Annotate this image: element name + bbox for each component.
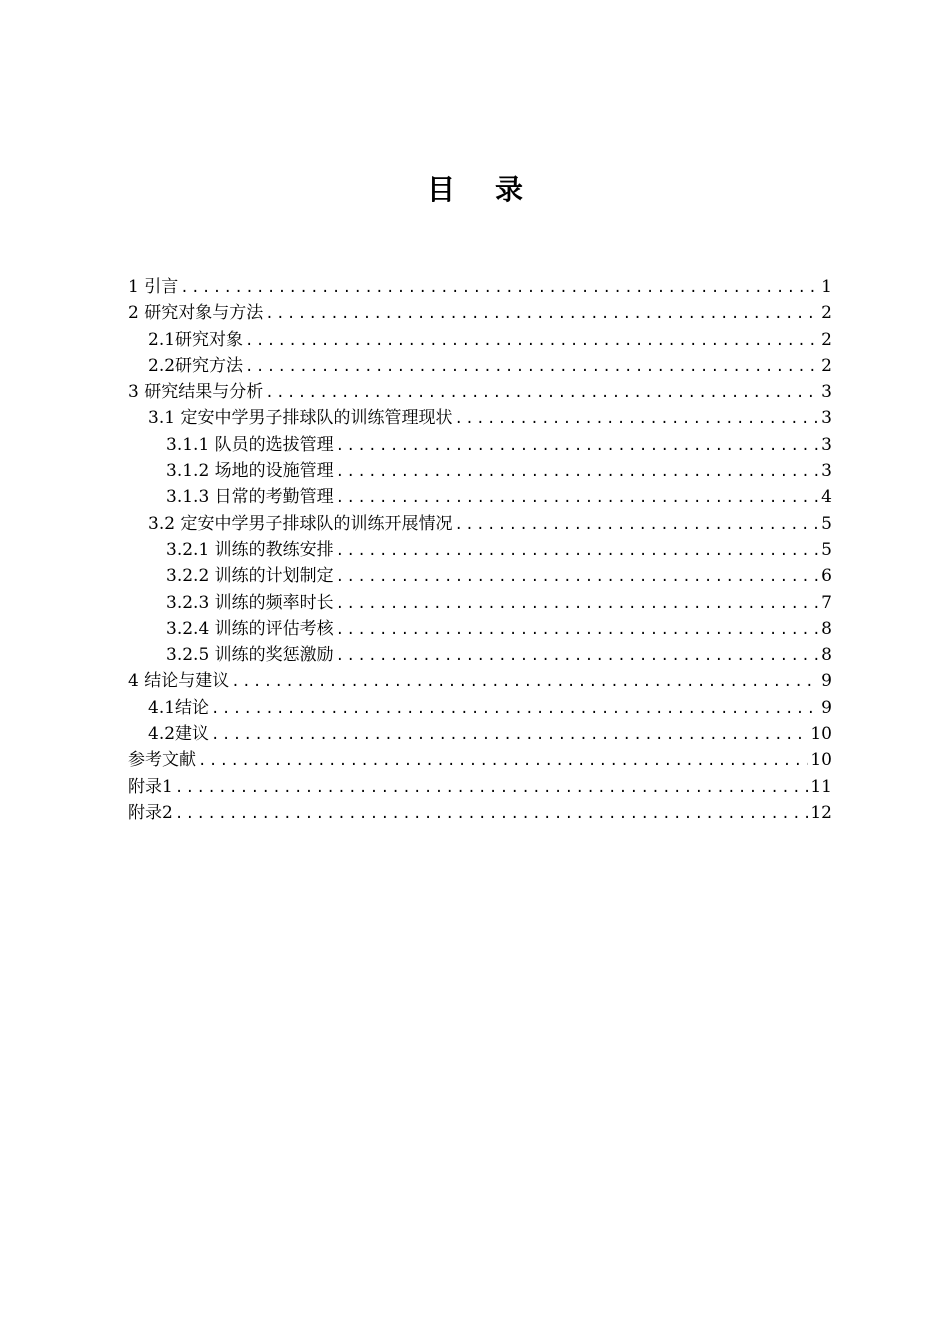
toc-entry-label: 4.2建议 bbox=[148, 724, 210, 745]
toc-dot-leader bbox=[336, 643, 820, 669]
toc-entry-label: 2.2研究方法 bbox=[148, 355, 244, 376]
toc-title: 目录 bbox=[426, 173, 563, 206]
toc-entry-page-number: 11 bbox=[810, 776, 832, 797]
toc-entry-page-number: 8 bbox=[821, 645, 832, 666]
toc-dot-leader bbox=[336, 459, 820, 485]
toc-entry[interactable] bbox=[128, 405, 832, 431]
toc-entry-page-number: 1 bbox=[821, 277, 832, 297]
toc-dot-leader bbox=[265, 380, 819, 406]
toc-entry-label: 参考文献 bbox=[128, 750, 196, 771]
toc-entry[interactable] bbox=[128, 537, 832, 563]
toc-entry-label: 3.1 定安中学男子排球队的训练管理现状 bbox=[148, 408, 453, 429]
toc-dot-leader bbox=[231, 669, 819, 695]
toc-entry-label: 4.1结论 bbox=[148, 697, 210, 718]
toc-dot-leader bbox=[198, 748, 808, 774]
toc-entry[interactable] bbox=[128, 274, 832, 300]
toc-dot-leader bbox=[265, 301, 819, 327]
toc-entry-page-number: 8 bbox=[821, 618, 832, 639]
toc-entry[interactable] bbox=[128, 484, 832, 510]
toc-dot-leader bbox=[336, 617, 820, 643]
toc-dot-leader bbox=[245, 354, 819, 380]
toc-entry-label: 2 研究对象与方法 bbox=[128, 303, 264, 324]
toc-entry[interactable] bbox=[128, 432, 832, 458]
toc-entry[interactable] bbox=[128, 774, 832, 800]
toc-entry-label: 3.2.4 训练的评估考核 bbox=[166, 618, 334, 639]
toc-entry-page-number: 7 bbox=[821, 592, 832, 613]
toc-entry[interactable] bbox=[128, 695, 832, 721]
toc-entry-label: 附录2 bbox=[128, 802, 173, 823]
toc-entry[interactable] bbox=[128, 379, 832, 405]
toc-entry[interactable] bbox=[128, 721, 832, 747]
toc-dot-leader bbox=[180, 275, 819, 301]
toc-entry-label: 3.1.1 队员的选拔管理 bbox=[166, 434, 334, 455]
toc-dot-leader bbox=[211, 696, 819, 722]
toc-entry[interactable] bbox=[128, 642, 832, 668]
toc-entry-label: 2.1研究对象 bbox=[148, 329, 244, 350]
toc-entry[interactable] bbox=[128, 800, 832, 826]
toc-entry-page-number: 6 bbox=[821, 566, 832, 587]
toc-entry-label: 3.2 定安中学男子排球队的训练开展情况 bbox=[148, 513, 453, 534]
toc-entry-page-number: 4 bbox=[821, 487, 832, 508]
toc-entry-page-number: 5 bbox=[821, 513, 832, 534]
toc-entry-label: 3 研究结果与分析 bbox=[128, 382, 264, 403]
toc-entry[interactable] bbox=[128, 300, 832, 326]
toc-entry-page-number: 2 bbox=[821, 303, 832, 324]
toc-entry-label: 3.1.2 场地的设施管理 bbox=[166, 461, 334, 482]
table-of-contents bbox=[128, 274, 832, 826]
toc-entry-page-number: 9 bbox=[821, 671, 832, 692]
toc-entry-page-number: 3 bbox=[821, 382, 832, 403]
toc-entry-page-number: 10 bbox=[810, 750, 832, 771]
toc-entry-page-number: 3 bbox=[821, 434, 832, 455]
toc-entry-page-number: 9 bbox=[821, 697, 832, 718]
toc-dot-leader bbox=[336, 485, 820, 511]
toc-entry-page-number: 5 bbox=[821, 539, 832, 560]
toc-entry-label: 附录1 bbox=[128, 776, 173, 797]
toc-entry-page-number: 10 bbox=[810, 724, 832, 745]
toc-dot-leader bbox=[336, 538, 820, 564]
toc-dot-leader bbox=[336, 564, 820, 590]
toc-entry[interactable] bbox=[128, 668, 832, 694]
toc-entry-label: 3.2.2 训练的计划制定 bbox=[166, 566, 334, 587]
toc-dot-leader bbox=[336, 591, 820, 617]
toc-entry[interactable] bbox=[128, 458, 832, 484]
toc-dot-leader bbox=[245, 328, 819, 354]
toc-dot-leader bbox=[454, 406, 819, 432]
toc-dot-leader bbox=[211, 722, 808, 748]
toc-entry-page-number: 12 bbox=[810, 802, 832, 823]
toc-entry-label: 3.2.3 训练的频率时长 bbox=[166, 592, 334, 613]
toc-dot-leader bbox=[454, 512, 819, 538]
toc-entry[interactable] bbox=[128, 747, 832, 773]
toc-entry-page-number: 2 bbox=[821, 329, 832, 350]
toc-entry-label: 1 引言 bbox=[128, 277, 179, 297]
toc-dot-leader bbox=[175, 801, 809, 827]
toc-entry-label: 3.2.1 训练的教练安排 bbox=[166, 539, 334, 560]
toc-entry[interactable] bbox=[128, 511, 832, 537]
toc-entry-page-number: 2 bbox=[821, 355, 832, 376]
toc-dot-leader bbox=[175, 775, 809, 801]
toc-entry[interactable] bbox=[128, 590, 832, 616]
toc-entry-label: 4 结论与建议 bbox=[128, 671, 230, 692]
toc-entry-label: 3.2.5 训练的奖惩激励 bbox=[166, 645, 334, 666]
toc-entry[interactable] bbox=[128, 563, 832, 589]
toc-entry[interactable] bbox=[128, 616, 832, 642]
toc-entry[interactable] bbox=[128, 327, 832, 353]
toc-entry-page-number: 3 bbox=[821, 408, 832, 429]
toc-entry[interactable] bbox=[128, 353, 832, 379]
toc-entry-label: 3.1.3 日常的考勤管理 bbox=[166, 487, 334, 508]
toc-entry-page-number: 3 bbox=[821, 461, 832, 482]
toc-dot-leader bbox=[336, 433, 820, 459]
